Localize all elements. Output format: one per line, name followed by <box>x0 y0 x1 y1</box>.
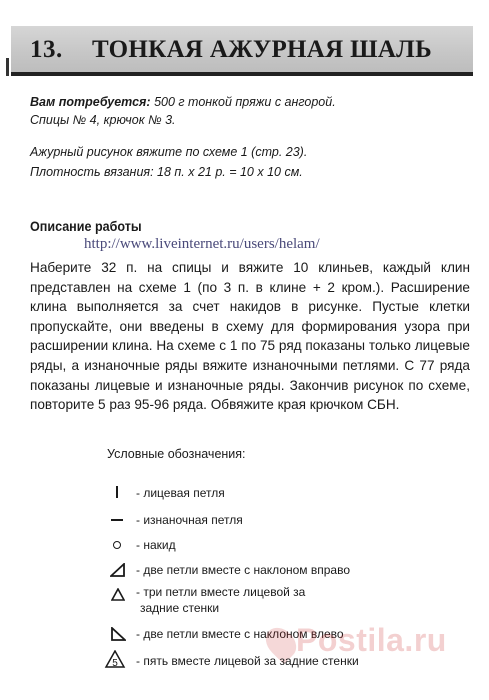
k5tog-icon <box>104 650 126 672</box>
section-number: 13. <box>30 36 63 63</box>
k5tog-digit: 5 <box>112 658 118 669</box>
k2tog-right-icon <box>110 563 126 577</box>
k2tog-left-icon <box>110 627 126 641</box>
legend-text-cont: задние стенки <box>140 601 220 615</box>
yarn-over-icon <box>113 541 121 549</box>
description-body: Наберите 32 п. на спицы и вяжите 10 клиньев, каждый клин представлен на схеме 1 (по 3 п. в клине + 2 кром.). Расширение клина выполняется за счет накидов в рисунке. Пустые клетки пропускайте, они введены в схему для формирования узора при расширении клина. На схеме с 1 по 75 ряд показаны только лицевые ряды, а изнаночные ряды вяжите изнаночными петлями. С 77 ряда показаны лицевые и изнаночные ряды. Закончив рисунок по схеме, повторите 5 раз 95-96 ряда. Обвяжите края крючком СБН. <box>30 260 470 413</box>
legend-text: - три петли вместе лицевой за <box>136 585 306 599</box>
page-title: ТОНКАЯ АЖУРНАЯ ШАЛЬ <box>92 36 432 63</box>
legend-text: - две петли вместе с наклоном влево <box>136 627 344 641</box>
legend-title: Условные обозначения: <box>107 447 246 461</box>
knit-stitch-icon <box>116 486 118 498</box>
description-heading: Описание работы <box>30 219 142 234</box>
required-label: Вам потребуется: <box>30 95 151 109</box>
required-value: 500 г тонкой пряжи с ангорой. <box>154 95 336 109</box>
materials-gauge: Плотность вязания: 18 п. х 21 р. = 10 х 10 см. <box>30 165 303 179</box>
watermark: Postila.ru <box>296 622 447 658</box>
legend-text: - лицевая петля <box>136 486 225 500</box>
materials-pattern: Ажурный рисунок вяжите по схеме 1 (стр. 23). <box>30 145 308 159</box>
materials-required <box>30 95 336 109</box>
k3tog-tbl-icon <box>111 588 125 601</box>
legend-text: - изнаночная петля <box>136 513 243 527</box>
purl-stitch-icon <box>111 519 123 521</box>
legend-text: - пять вместе лицевой за задние стенки <box>136 654 359 668</box>
margin-mark <box>6 58 9 76</box>
materials-tools: Спицы № 4, крючок № 3. <box>30 113 176 127</box>
source-link[interactable]: http://www.liveinternet.ru/users/helam/ <box>84 236 320 252</box>
legend-text: - две петли вместе с наклоном вправо <box>136 563 351 577</box>
legend-text: - накид <box>136 538 176 552</box>
